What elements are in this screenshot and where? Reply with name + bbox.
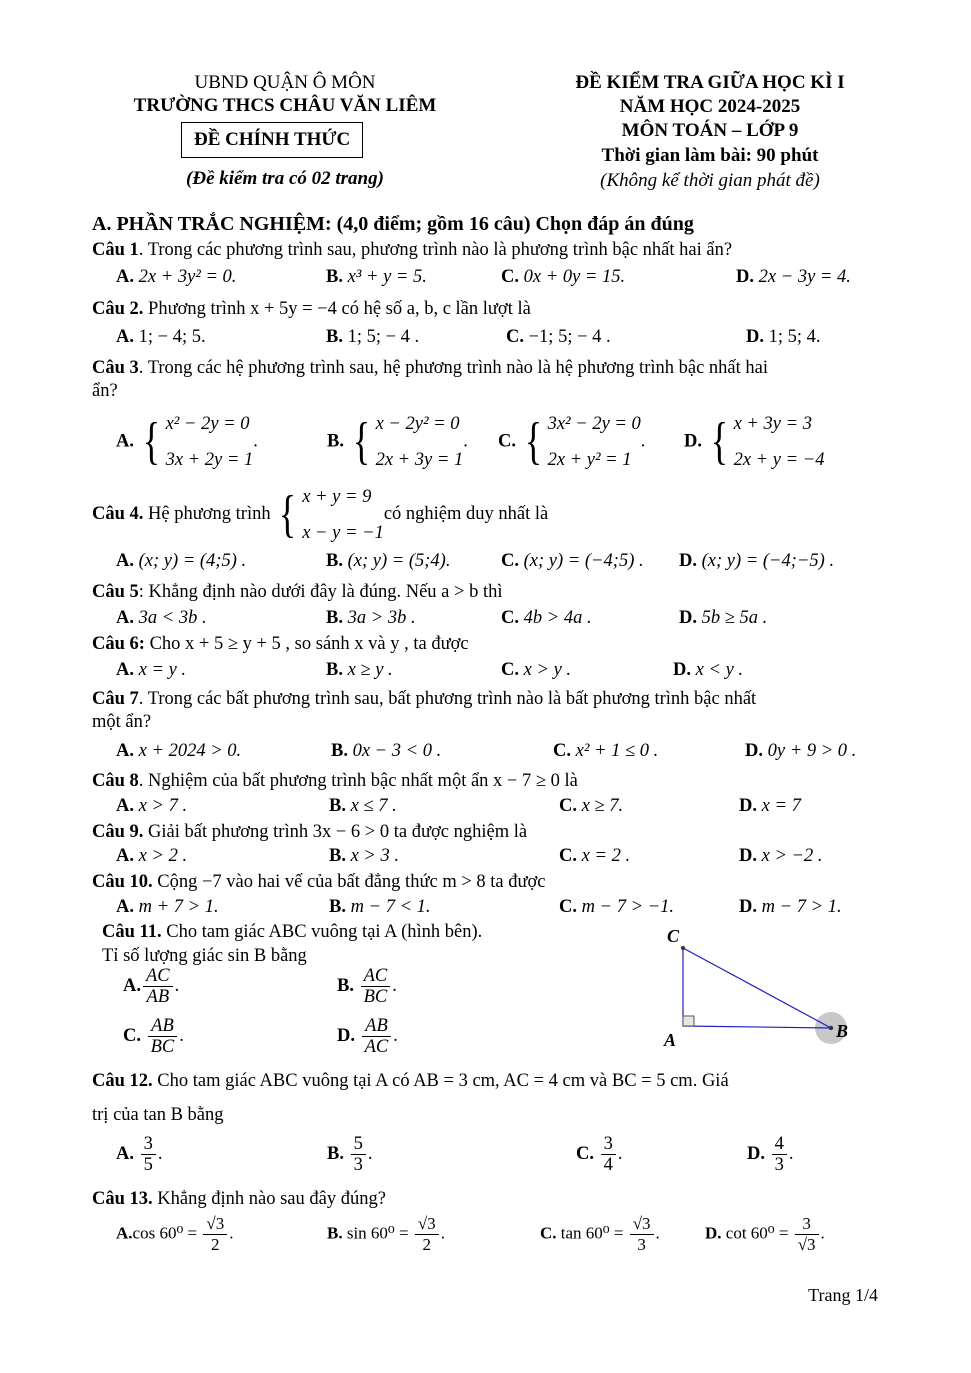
option-b[interactable]: B. x ≥ y . — [326, 660, 393, 680]
option-a[interactable]: A. x = y . — [116, 660, 187, 680]
option-d[interactable]: D. 0y + 9 > 0 . — [745, 741, 857, 761]
exam-time: Thời gian làm bài: 90 phút — [601, 145, 819, 166]
question-11-line2: Tỉ số lượng giác sin B bằng — [102, 946, 307, 966]
question-12: Câu 12. Cho tam giác ABC vuông tại A có AB = 3 cm, AC = 4 cm và BC = 5 cm. Giá — [92, 1071, 729, 1091]
question-3-option-a[interactable]: A. { x² − 2y = 0 3x + 2y = 1 . — [116, 413, 258, 470]
question-13-option-d[interactable]: D. cot 60⁰ = $\frac{3}{√3}$ . — [705, 1214, 825, 1254]
question-13-option-b[interactable]: B. sin 60⁰ = $\frac{√3}{2}$ . — [327, 1214, 445, 1254]
question-5-options — [116, 608, 891, 629]
option-b[interactable]: B. x ≤ 7 . — [329, 796, 397, 816]
vertex-b-dot — [829, 1026, 833, 1030]
question-2: Câu 2. Phương trình x + 5y = −4 có hệ số a, b, c lần lượt là — [92, 299, 531, 319]
official-label: ĐỀ CHÍNH THỨC — [181, 122, 363, 158]
question-13-option-a[interactable]: A.cos 60⁰ = $\frac{√3}{2}$ . — [116, 1214, 234, 1254]
question-4-options — [116, 551, 891, 572]
question-6-options — [116, 660, 891, 681]
question-4: Câu 4. Hệ phương trình { x + y = 9 x − y = −1 có nghiệm duy nhất là — [92, 485, 549, 543]
question-11-option-b[interactable]: B. $\frac{AC}{BC}$ . — [337, 966, 397, 1007]
question-1-options — [116, 267, 891, 288]
question-1: Câu 1. Trong các phương trình sau, phương trình nào là phương trình bậc nhất hai ẩn? — [92, 240, 733, 260]
question-3: Câu 3. Trong các hệ phương trình sau, hệ phương trình nào là hệ phương trình bậc nhất hai — [92, 358, 768, 378]
question-5: Câu 5: Khẳng định nào dưới đây là đúng. Nếu a > b thì — [92, 582, 503, 602]
option-b[interactable]: B. 0x − 3 < 0 . — [331, 741, 442, 761]
option-b[interactable]: B. 1; 5; − 4 . — [326, 327, 420, 347]
option-b[interactable]: B. x > 3 . — [329, 846, 400, 866]
option-c[interactable]: C. 4b > 4a . — [501, 608, 592, 628]
page-count-note: (Đề kiểm tra có 02 trang) — [186, 168, 384, 189]
question-9: Câu 9. Giải bất phương trình 3x − 6 > 0 ta được nghiệm là — [92, 822, 528, 842]
subject: MÔN TOÁN – LỚP 9 — [621, 120, 799, 141]
option-a[interactable]: A. 1; − 4; 5. — [116, 327, 206, 347]
option-c[interactable]: C. (x; y) = (−4;5) . — [501, 551, 644, 571]
question-8-options — [116, 796, 891, 817]
option-a[interactable]: A. x > 7 . — [116, 796, 188, 816]
question-3-option-d[interactable]: D. { x + 3y = 3 2x + y = −4 — [684, 413, 825, 470]
option-b[interactable]: B. m − 7 < 1. — [329, 897, 431, 917]
option-a[interactable]: A. 3a < 3b . — [116, 608, 207, 628]
vertex-a-label: A — [664, 1030, 677, 1050]
question-7: Câu 7. Trong các bất phương trình sau, bất phương trình nào là bất phương trình bậc nhất — [92, 689, 757, 709]
option-d[interactable]: D. x = 7 — [739, 796, 801, 816]
vertex-b-label: B — [836, 1021, 849, 1041]
question-7-options — [116, 741, 891, 762]
option-a[interactable]: A. (x; y) = (4;5) . — [116, 551, 247, 571]
question-12-option-b[interactable]: B. $\frac{5}{3}$ . — [327, 1134, 373, 1175]
question-11-option-c[interactable]: C. $\frac{AB}{BC}$ . — [123, 1016, 184, 1057]
option-a[interactable]: A. 2x + 3y² = 0. — [116, 267, 237, 287]
question-11-option-a[interactable]: A. $\frac{AC}{AB}$ . — [123, 966, 180, 1007]
question-3-option-b[interactable]: B. { x − 2y² = 0 2x + 3y = 1 . — [327, 413, 468, 470]
question-10-options — [116, 897, 891, 918]
right-angle-marker — [683, 1016, 694, 1026]
question-11-option-d[interactable]: D. $\frac{AB}{AC}$ . — [337, 1016, 398, 1057]
question-2-options — [116, 327, 891, 348]
option-c[interactable]: C. x ≥ 7. — [559, 796, 624, 816]
option-c[interactable]: C. m − 7 > −1. — [559, 897, 675, 917]
question-12-option-c[interactable]: C. $\frac{3}{4}$ . — [576, 1134, 623, 1175]
question-10: Câu 10. Cộng −7 vào hai vế của bất đẳng thức m > 8 ta được — [92, 872, 546, 892]
option-d[interactable]: D. (x; y) = (−4;−5) . — [679, 551, 835, 571]
district-name: UBND QUẬN Ô MÔN — [194, 72, 376, 93]
option-d[interactable]: D. m − 7 > 1. — [739, 897, 842, 917]
option-d[interactable]: D. x < y . — [673, 660, 744, 680]
question-12-line2: trị của tan B bằng — [92, 1105, 224, 1125]
option-c[interactable]: C. x² + 1 ≤ 0 . — [553, 741, 659, 761]
school-name: TRƯỜNG THCS CHÂU VĂN LIÊM — [133, 95, 437, 116]
option-c[interactable]: C. x > y . — [501, 660, 572, 680]
option-d[interactable]: D. 2x − 3y = 4. — [736, 267, 851, 287]
question-3-option-c[interactable]: C. { 3x² − 2y = 0 2x + y² = 1 . — [498, 413, 646, 470]
option-b[interactable]: B. x³ + y = 5. — [326, 267, 427, 287]
triangle-abc — [683, 948, 831, 1028]
option-d[interactable]: D. 5b ≥ 5a . — [679, 608, 768, 628]
vertex-c-label: C — [667, 926, 680, 946]
question-12-option-d[interactable]: D. $\frac{4}{3}$ . — [747, 1134, 794, 1175]
option-c[interactable]: C. 0x + 0y = 15. — [501, 267, 626, 287]
option-d[interactable]: D. x > −2 . — [739, 846, 823, 866]
exam-title: ĐỀ KIỂM TRA GIỮA HỌC KÌ I — [575, 72, 845, 93]
question-13: Câu 13. Khẳng định nào sau đây đúng? — [92, 1189, 386, 1209]
triangle-figure — [650, 920, 880, 1055]
option-b[interactable]: B. (x; y) = (5;4). — [326, 551, 451, 571]
question-12-option-a[interactable]: A. $\frac{3}{5}$ . — [116, 1134, 163, 1175]
question-8: Câu 8. Nghiệm của bất phương trình bậc nhất một ẩn x − 7 ≥ 0 là — [92, 771, 578, 791]
question-3-line2: ẩn? — [92, 381, 118, 401]
school-year: NĂM HỌC 2024-2025 — [619, 96, 801, 117]
vertex-c-dot — [681, 946, 685, 950]
option-b[interactable]: B. 3a > 3b . — [326, 608, 416, 628]
section-a-heading: A. PHẦN TRẮC NGHIỆM: (4,0 điểm; gồm 16 câu) Chọn đáp án đúng — [92, 213, 694, 235]
option-c[interactable]: C. x = 2 . — [559, 846, 631, 866]
question-7-line2: một ẩn? — [92, 712, 152, 732]
option-c[interactable]: C. −1; 5; − 4 . — [506, 327, 611, 347]
question-13-option-c[interactable]: C. tan 60⁰ = $\frac{√3}{3}$ . — [540, 1214, 660, 1254]
question-9-options — [116, 846, 891, 867]
option-d[interactable]: D. 1; 5; 4. — [746, 327, 821, 347]
option-a[interactable]: A. x + 2024 > 0. — [116, 741, 242, 761]
exam-time-note: (Không kể thời gian phát đề) — [600, 170, 820, 191]
page-number: Trang 1/4 — [808, 1285, 878, 1305]
question-6: Câu 6: Cho x + 5 ≥ y + 5 , so sánh x và y , ta được — [92, 634, 469, 654]
question-11: Câu 11. Cho tam giác ABC vuông tại A (hình bên). — [102, 922, 483, 942]
option-a[interactable]: A. x > 2 . — [116, 846, 188, 866]
option-a[interactable]: A. m + 7 > 1. — [116, 897, 219, 917]
